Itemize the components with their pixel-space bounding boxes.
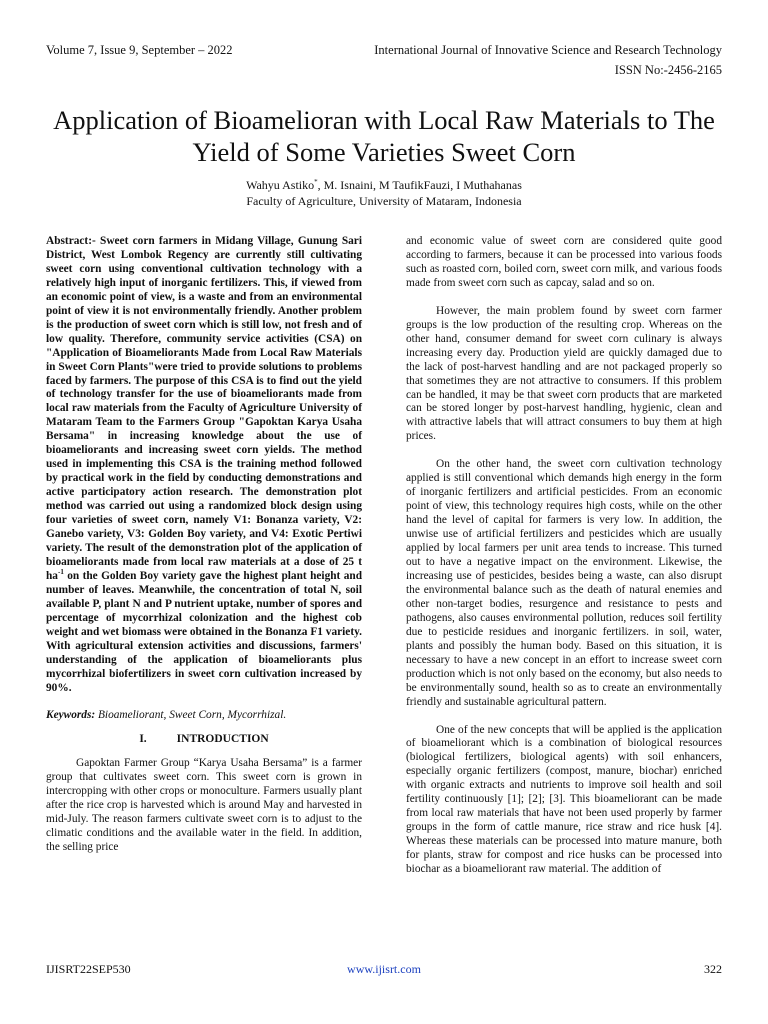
body-paragraph-2: However, the main problem found by sweet corn farmer groups is the low production of the resulting crop. Whereas on the other hand, consumer demand for sweet corn culinary is always increasing every day. Production yield are quickly damaged due to the lack of post-harvest handling and are not packaged properly so that sometimes they are not attractive to consumers. If this problem can be handled, it may be that sweet corn products that are marketed can be stored longer by post-harvest handling, hygienic, clean and with attractive labels that will attract consumers to buy them at high prices.	[406, 304, 722, 443]
section-number: I.	[139, 733, 147, 746]
left-column	[46, 235, 362, 855]
section-heading-introduction	[46, 733, 362, 747]
paper-title: Application of Bioamelioran with Local Raw Materials to The Yield of Some Varieties Sweet Corn	[53, 104, 715, 167]
issn: ISSN No:-2456-2165	[614, 63, 722, 77]
right-column	[406, 235, 722, 877]
body-paragraph-3: On the other hand, the sweet corn cultivation technology applied is still conventional which demands high energy in the form of inorganic fertilizers and artificial pesticides. From an economic point of view, this technology requires high costs, while on the other hand the level of capital for farmers is very low. In addition, the unwise use of artificial fertilizers and pesticides which are usually applied by local farmers per unit area tends to increase. This turned out to have a negative impact on the environment. Likewise, the increasing use of pesticides, besides being a waste, can also disrupt the environmental balance such as the death of natural enemies and other non-target bodies, resurgence and resistance to pests and pathogens, also causes environmental pollution, reduces soil fertility due to pesticide residues and inorganic fertilizers. in soil, water, plants and possibly the human body. Based on this situation, it is necessary to have a new concept in an effort to increase sweet corn production which is not only based on the economy, but also needs to be environmentally sound, health so as to create an environmentally friendly and sustainable agricultural pattern.	[406, 458, 722, 708]
keywords	[46, 709, 362, 723]
paper-id: IJISRT22SEP530	[46, 962, 131, 976]
intro-paragraph-1: Gapoktan Farmer Group “Karya Usaha Bersama” is a farmer group that cultivates sweet corn. This sweet corn is grown in intercropping with other crops or monoculture. Farmers usually plant after the rice crop is harvested which is around May and harvested in mid-July. The reason farmers cultivate sweet corn is to adjust to the climatic conditions and the available water in the field. In addition, the selling price	[46, 757, 362, 854]
author-list	[0, 178, 768, 193]
volume-issue: Volume 7, Issue 9, September – 2022	[46, 43, 233, 57]
keywords-label: Keywords:	[46, 709, 96, 722]
abstract-text-part2: on the Golden Boy variety gave the highest plant height and number of leaves. Meanwhile, the concentration of total N, soil available P, plant N and P nutrient uptake, number of spores and percentage of mycorrhizal colonization and the highest cob weight and wet biomass were obtained in the Bonanza F1 variety. With agricultural extension activities and discussions, farmers' understanding of the application of bioameliorants plus mycorrhizal biofertilizers in sweet corn cultivation increased by 90%.	[46, 569, 362, 694]
first-author: Wahyu Astiko	[246, 178, 315, 192]
keywords-text: Bioameliorant, Sweet Corn, Mycorrhizal.	[95, 709, 287, 722]
abstract	[46, 235, 362, 695]
affiliation: Faculty of Agriculture, University of Mataram, Indonesia	[246, 194, 522, 208]
journal-name: International Journal of Innovative Science and Research Technology	[374, 43, 722, 57]
abstract-superscript: -1	[57, 568, 64, 577]
section-title: INTRODUCTION	[176, 733, 269, 746]
body-paragraph-1: and economic value of sweet corn are considered quite good according to farmers, because it can be processed into various foods such as roasted corn, boiled corn, sweet corn milk, and various foods made from sweet corn such as capcay, salad and so on.	[406, 235, 722, 289]
abstract-text-part1: Abstract:- Sweet corn farmers in Midang Village, Gunung Sari District, West Lombok Regency are currently still cultivating sweet corn using conventional cultivation technology with a relatively high input of inorganic fertilizers. This, if viewed from an economic point of view, is a waste and from an environmental point of view it is not environmentally friendly. Another problem is the production of sweet corn which is still low, not fresh and of low quality. Therefore, community service activities (CSA) on "Application of Bioameliorants Made from Local Raw Materials in Sweet Corn Plants"were tried to provide solutions to problems faced by farmers. The purpose of this CSA is to find out the yield of technology transfer for the use of bioameliorants made from local raw materials from the Faculty of Agriculture University of Mataram Team to the Farmers Group "Gapoktan Karya Usaha Bersama" in increasing knowledge about the use of bioameliorants and increasing sweet corn yields. The method used in implementing this CSA is the training method followed by practical work in the field by conducting demonstrations and active participatory action research. The demonstration plot method was carried out using a randomized block design using four varieties of sweet corn, namely V1: Bonanza variety, V2: Ganebo variety, V3: Golden Boy variety, and V4: Exotic Pertiwi variety. The result of the demonstration plot of the application of bioameliorants made from local raw materials at a dose of 25 t ha	[46, 235, 362, 582]
page-number: 322	[704, 962, 722, 976]
co-authors: , M. Isnaini, M TaufikFauzi, I Muthahanas	[317, 178, 522, 192]
journal-website-link[interactable]: www.ijisrt.com	[347, 962, 421, 976]
body-paragraph-4: One of the new concepts that will be applied is the application of bioameliorant which is a combination of biological resources (biological fertilizers, biological agents) with soil enhancers, especially organic fertilizers (compost, manure, biochar) enriched with organic extracts and nutrients to improve soil health and soil fertility continuously [1]; [2]; [3]. This bioameliorant can be made from local raw materials that have not been used properly by farmer groups in the form of cattle manure, rice straw and rice husk [4]. Whereas these materials can be processed into mature manure, both for plants, straw for compost and rice husks can be processed into biochar as a bioameliorant raw material. The addition of	[406, 723, 722, 876]
corresponding-mark: *	[314, 178, 318, 186]
